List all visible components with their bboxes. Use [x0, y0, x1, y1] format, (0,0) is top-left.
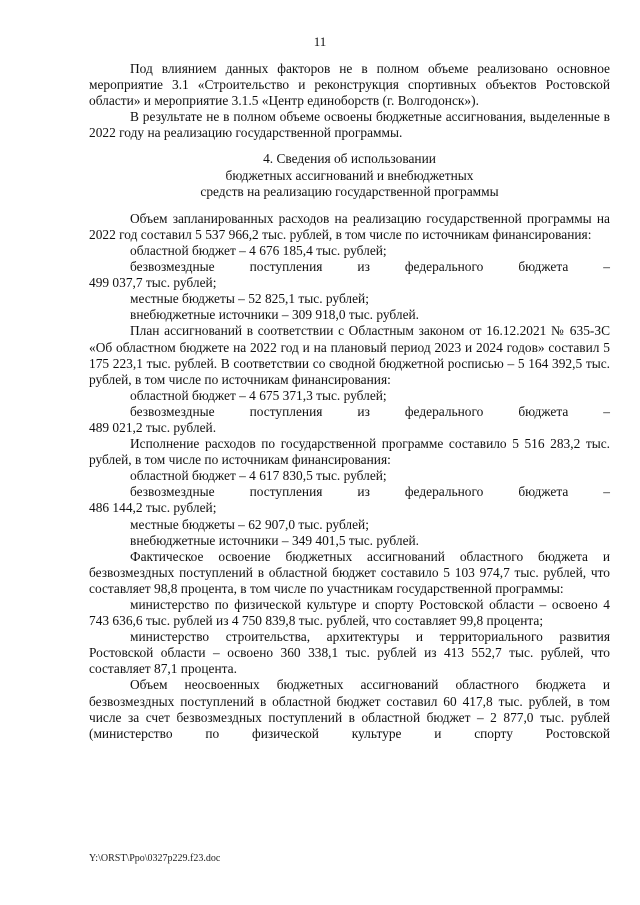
section-heading-line-3: средств на реализацию государственной программы	[200, 183, 499, 199]
participant-construction-ministry: министерство строительства, архитектуры и территориального развития Ростовской области – освоено 360 338,1 тыс. рублей из 413 552,7 тыс. рублей, что составляет 87,1 процента.	[89, 629, 610, 677]
plan-regional-budget: областной бюджет – 4 675 371,3 тыс. рублей;	[130, 387, 387, 403]
paragraph-factors: Под влиянием данных факторов не в полном объеме реализовано основное мероприятие 3.1 «Строительство и реконструкция спортивных объектов Ростовской области» и мероприятие 3.1.5 «Центр единоборств (г. Волгодонск»).	[89, 61, 610, 109]
section-heading-line-1: 4. Сведения об использовании	[263, 151, 436, 167]
execution-extrabudgetary: внебюджетные источники – 349 401,5 тыс. рублей.	[130, 532, 420, 548]
planned-federal-line: безвозмездные поступления из федерального бюджета –	[130, 259, 610, 275]
participant-sport-ministry: министерство по физической культуре и спорту Ростовской области – освоено 4 743 636,6 тыс. рублей из 4 750 839,8 тыс. рублей, что составляет 99,8 процента;	[89, 597, 610, 629]
paragraph-actual-spending: Фактическое освоение бюджетных ассигнований областного бюджета и безвозмездных поступлений в областной бюджет составило 5 103 974,7 тыс. рублей, что составляет 98,8 процента, в том числе по участникам государственной программы:	[89, 548, 610, 596]
planned-federal-amount: 499 037,7 тыс. рублей;	[89, 275, 217, 291]
execution-federal-line: безвозмездные поступления из федерального бюджета –	[130, 484, 610, 500]
section-heading-line-2: бюджетных ассигнований и внебюджетных	[225, 167, 474, 183]
execution-local-budgets: местные бюджеты – 62 907,0 тыс. рублей;	[130, 516, 369, 532]
document-body	[89, 61, 610, 742]
paragraph-allocation-plan: План ассигнований в соответствии с Областным законом от 16.12.2021 № 635-ЗС «Об областном бюджете на 2022 год и на плановый период 2023 и 2024 годов» составил 5 175 223,1 тыс. рублей. В соответствии со сводной бюджетной росписью – 5 164 392,5 тыс. рублей, в том числе по источникам финансирования:	[89, 323, 610, 387]
paragraph-execution: Исполнение расходов по государственной программе составило 5 516 283,2 тыс. рублей, в том числе по источникам финансирования:	[89, 436, 610, 468]
planned-regional-budget: областной бюджет – 4 676 185,4 тыс. рублей;	[130, 242, 387, 258]
plan-federal-line: безвозмездные поступления из федерального бюджета –	[130, 403, 610, 419]
page-number: 11	[313, 34, 327, 49]
paragraph-planned-expenses: Объем запланированных расходов на реализацию государственной программы на 2022 год составил 5 537 966,2 тыс. рублей, в том числе по источникам финансирования:	[89, 210, 610, 242]
paragraph-result: В результате не в полном объеме освоены бюджетные ассигнования, выделенные в 2022 году на реализацию государственной программы.	[89, 109, 610, 141]
plan-federal-amount: 489 021,2 тыс. рублей.	[89, 419, 217, 435]
execution-federal-amount: 486 144,2 тыс. рублей;	[89, 500, 217, 516]
planned-extrabudgetary: внебюджетные источники – 309 918,0 тыс. рублей.	[130, 307, 420, 323]
paragraph-unspent: Объем неосвоенных бюджетных ассигнований областного бюджета и безвозмездных поступлений в областной бюджет составил 60 417,8 тыс. рублей, в том числе за счет безвозмездных поступлений в областной бюджет – 2 877,0 тыс. рублей (министерство по физической культуре и спорту Ростовской	[89, 677, 610, 741]
planned-local-budgets: местные бюджеты – 52 825,1 тыс. рублей;	[130, 291, 369, 307]
section-heading	[89, 151, 610, 199]
file-path-footer: Y:\ORST\Ppo\0327p229.f23.doc	[89, 853, 221, 864]
execution-regional-budget: областной бюджет – 4 617 830,5 тыс. рублей;	[130, 468, 387, 484]
